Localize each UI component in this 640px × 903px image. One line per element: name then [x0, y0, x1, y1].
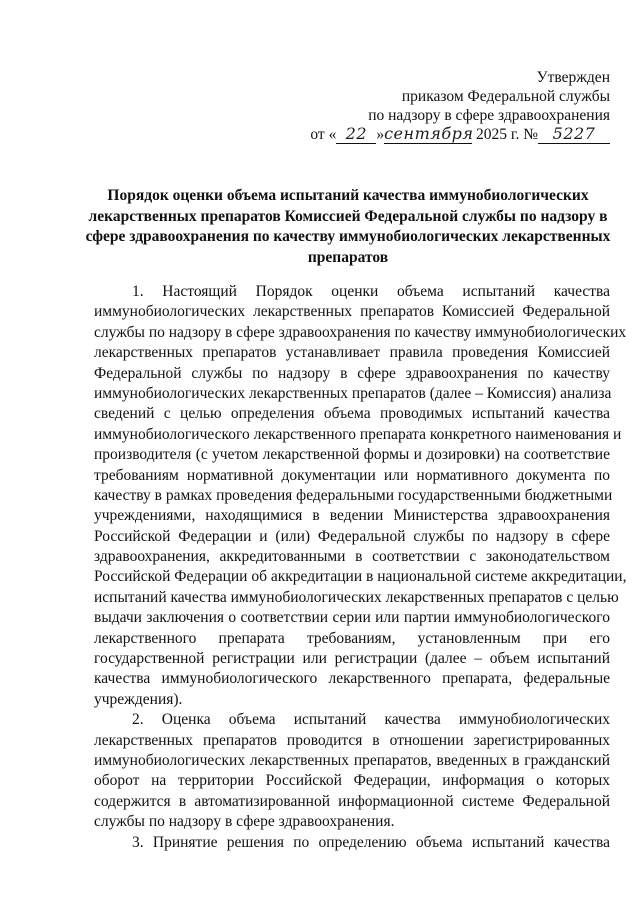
text-line: сведений с целью определения объема проводимых испытаний качества — [94, 405, 610, 423]
title-line: препаратов — [307, 248, 389, 266]
text-line: иммунобиологического лекарственного препарата конкретного наименования и — [94, 425, 622, 443]
text-line: выдачи заключения о соответствии серии или партии иммунобиологического — [94, 609, 610, 627]
date-day-field — [336, 125, 376, 144]
text-line: качеству в рамках проведения федеральными государственными бюджетными — [94, 486, 613, 504]
title-line: сфере здравоохранения по качеству иммунобиологических лекарственных — [85, 228, 611, 245]
date-month-field — [384, 125, 472, 144]
title-line: лекарственных препаратов Комиссией Федеральной службы по надзору в — [88, 207, 608, 225]
date-month-handwritten: сентября — [384, 124, 474, 143]
order-number-field — [538, 125, 610, 144]
text-line: Российской Федерации и (или) Федеральной службы по надзору в сфере — [94, 527, 610, 545]
text-line: учреждениями, находящимися в ведении Министерства здравоохранения — [94, 507, 610, 525]
text-line: качества иммунобиологического лекарственного препарата, федеральные — [94, 670, 610, 688]
paragraph-2 — [94, 710, 610, 832]
text-line: Российской Федерации об аккредитации в национальной системе аккредитации, — [94, 568, 627, 586]
text-line: 2. Оценка объема испытаний качества иммунобиологических — [132, 711, 610, 729]
text-line: содержится в автоматизированной информационной системе Федеральной — [94, 792, 610, 810]
text-line: производителя (с учетом лекарственной формы и дозировки) на соответствие — [94, 446, 610, 464]
paragraph-1 — [94, 282, 627, 710]
text-line: Федеральной службы по надзору в сфере здравоохранения по качеству — [94, 364, 610, 382]
text-line: иммунобиологических лекарственных препаратов, введенных в гражданский — [94, 751, 610, 769]
date-year: 2025 г. № — [475, 126, 538, 143]
text-line: лекарственных препаратов устанавливает правила проведения Комиссией — [94, 344, 610, 362]
text-line: лекарственного препарата требованиям, установленным при его — [94, 629, 610, 647]
text-line: оборот на территории Российской Федерации, информация о которых — [94, 772, 610, 790]
text-line: иммунобиологических лекарственных препаратов Комиссией Федеральной — [94, 303, 610, 321]
approved-label: Утвержден — [536, 69, 610, 86]
document-title — [82, 186, 614, 268]
text-line: государственной регистрации или регистрации (далее – объем испытаний — [94, 650, 610, 668]
paragraph-3 — [94, 833, 610, 853]
text-line: иммунобиологических лекарственных препаратов (далее – Комиссия) анализа — [94, 384, 612, 402]
text-line: требованиям нормативной документации или нормативного документа по — [94, 466, 610, 484]
text-line: учреждения). — [94, 690, 183, 708]
date-day-handwritten: 22 — [345, 124, 368, 143]
text-line: здравоохранения, аккредитованными в соответствии с законодательством — [94, 548, 610, 566]
text-line: службы по надзору в сфере здравоохранения. — [94, 813, 395, 831]
approval-stamp-block — [310, 68, 610, 144]
date-prefix: от « — [310, 126, 337, 143]
order-number-handwritten: 5227 — [552, 124, 596, 143]
text-line: службы по надзору в сфере здравоохранения по качеству иммунобиологических — [94, 323, 627, 341]
text-line: 1. Настоящий Порядок оценки объема испытаний качества — [132, 283, 610, 300]
text-line: лекарственных препаратов проводится в отношении зарегистрированных — [94, 731, 610, 749]
order-date-line — [310, 125, 610, 144]
order-line: приказом Федеральной службы — [401, 88, 610, 105]
text-line: 3. Принятие решения по определению объема испытаний качества — [132, 833, 610, 851]
date-mid: » — [376, 126, 385, 143]
text-line: испытаний качества иммунобиологических лекарственных препаратов с целью — [94, 588, 619, 606]
title-line: Порядок оценки объема испытаний качества иммунобиологических — [107, 187, 589, 204]
agency-line: по надзору в сфере здравоохранения — [368, 107, 610, 124]
document-body — [94, 282, 627, 853]
